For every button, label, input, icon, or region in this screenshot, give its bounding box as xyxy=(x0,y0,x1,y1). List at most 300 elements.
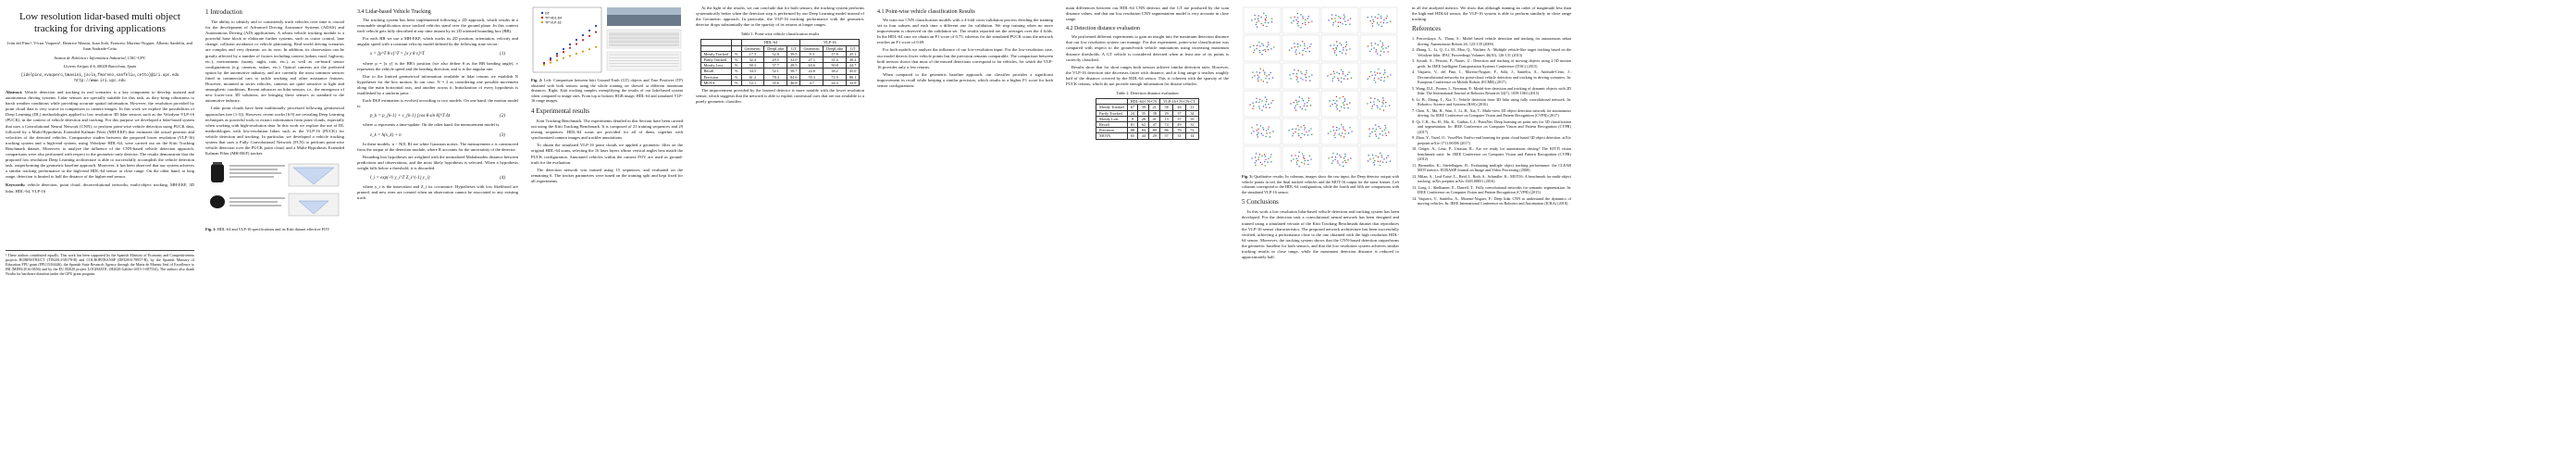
plot-point xyxy=(588,48,590,50)
point-cloud-dot xyxy=(1339,128,1340,129)
point-cloud-dot xyxy=(1264,71,1265,72)
point-cloud-dot xyxy=(1346,104,1347,105)
table-cell: 11 xyxy=(1185,105,1198,110)
column-experiments xyxy=(531,6,683,459)
qualitative-panel xyxy=(1321,7,1358,33)
point-cloud-dot xyxy=(1259,154,1260,155)
point-cloud-dot xyxy=(1300,14,1301,15)
point-cloud-dot xyxy=(1334,52,1335,53)
point-cloud-dot xyxy=(1304,129,1305,130)
table-cell: 21 xyxy=(1149,105,1160,110)
point-cloud-dot xyxy=(1349,127,1350,128)
point-cloud-dot xyxy=(1348,71,1349,72)
point-cloud-dot xyxy=(1298,101,1299,102)
point-cloud-dot xyxy=(1333,130,1334,131)
point-cloud-dot xyxy=(1370,102,1371,103)
point-cloud-dot xyxy=(1259,45,1260,46)
point-cloud-dot xyxy=(1303,155,1304,156)
point-cloud-dot xyxy=(1336,41,1337,42)
point-cloud-dot xyxy=(1265,96,1266,97)
table-cell: 9 xyxy=(1127,116,1138,121)
table-cell: 32.8 xyxy=(764,51,787,56)
table-cell: 38.2 xyxy=(824,69,847,74)
point-cloud-dot xyxy=(1310,128,1311,129)
point-cloud-dot xyxy=(1370,97,1371,98)
point-cloud-dot xyxy=(1310,158,1311,159)
point-cloud-dot xyxy=(1265,22,1266,23)
plot-point xyxy=(576,43,577,44)
point-cloud-dot xyxy=(1371,49,1372,50)
qualitative-panel xyxy=(1360,63,1397,89)
point-cloud-dot xyxy=(1348,132,1349,133)
table-cell: Mostly Tracked xyxy=(700,51,731,56)
point-cloud-dot xyxy=(1382,134,1383,135)
point-cloud-dot xyxy=(1380,41,1381,42)
point-cloud-dot xyxy=(1373,47,1374,48)
point-cloud-dot xyxy=(1377,53,1378,54)
point-cloud-dot xyxy=(1378,161,1379,162)
point-cloud-dot xyxy=(1305,127,1306,128)
point-cloud-dot xyxy=(1290,103,1291,104)
point-cloud-dot xyxy=(1374,98,1375,99)
table-cell: 33.9 xyxy=(847,80,860,85)
table-cell: 50.3 xyxy=(741,63,764,69)
table-cell: 22.6 xyxy=(800,69,824,74)
point-cloud-dot xyxy=(1306,77,1307,78)
point-cloud-dot xyxy=(1337,154,1338,155)
point-cloud-dot xyxy=(1255,165,1256,166)
table-cell: 41 xyxy=(1149,116,1160,121)
point-cloud-dot xyxy=(1300,71,1301,72)
point-cloud-dot xyxy=(1343,126,1344,127)
point-cloud-dot xyxy=(1259,50,1260,51)
point-cloud-dot xyxy=(1267,46,1268,47)
point-cloud-dot xyxy=(1300,27,1301,28)
point-cloud-dot xyxy=(1375,74,1376,75)
point-cloud-dot xyxy=(1268,104,1269,105)
plot-point xyxy=(576,39,577,41)
point-cloud-dot xyxy=(1298,166,1299,167)
point-cloud-dot xyxy=(1340,22,1341,23)
point-cloud-dot xyxy=(1343,71,1344,72)
point-cloud-dot xyxy=(1332,153,1333,154)
point-cloud-dot xyxy=(1262,134,1263,135)
experiments-paragraph-3: The detection network was trained using 15 sequences, and evaluated on the remaining 6. The tracker parameters were tuned on the training split and kept fixed for all experiments. xyxy=(531,167,683,183)
point-cloud-dot xyxy=(1377,72,1378,73)
point-cloud-dot xyxy=(1261,54,1262,55)
qualitative-panel xyxy=(1282,146,1319,172)
point-cloud-dot xyxy=(1296,104,1297,105)
keywords-text: vehicle detection, point cloud, deconvolutional networks, multi-object tracking, MH-EKF, 3D lidar, HDL-64, VLP-16 xyxy=(6,182,194,194)
qualitative-panel xyxy=(1244,146,1281,172)
section-conclusions-heading: 5 Conclusions xyxy=(1242,198,1279,206)
point-cloud-dot xyxy=(1303,100,1304,101)
point-cloud-dot xyxy=(1377,18,1378,19)
point-cloud-dot xyxy=(1340,18,1341,19)
figure-1-caption: Fig. 1: HDL-64 and VLP-16 specifications and its Kitti dataset effective FOV xyxy=(205,227,330,232)
point-cloud-dot xyxy=(1334,50,1335,51)
point-cloud-dot xyxy=(1376,49,1377,50)
table-cell: 47 xyxy=(1149,122,1160,128)
point-cloud-dot xyxy=(1345,46,1346,47)
qualitative-panel xyxy=(1244,119,1281,144)
point-cloud-dot xyxy=(1344,20,1345,21)
point-cloud-dot xyxy=(1340,135,1341,136)
table-cell: 80 xyxy=(1149,128,1160,133)
point-cloud-dot xyxy=(1272,77,1273,78)
table-cell: 81 xyxy=(1127,122,1138,128)
table-2-caption: Table 2. Detection distance evaluation xyxy=(1116,91,1179,96)
point-cloud-dot xyxy=(1347,74,1348,75)
point-cloud-dot xyxy=(1302,108,1303,109)
point-cloud-dot xyxy=(1332,160,1333,161)
point-cloud-dot xyxy=(1294,155,1295,156)
point-cloud-dot xyxy=(1374,78,1375,79)
point-cloud-dot xyxy=(1257,74,1258,75)
point-cloud-dot xyxy=(1345,24,1346,25)
point-cloud-dot xyxy=(1341,124,1342,125)
table-cell: 14 xyxy=(1185,133,1198,139)
point-cloud-dot xyxy=(1267,81,1268,82)
point-cloud-dot xyxy=(1291,160,1292,161)
point-cloud-dot xyxy=(1382,44,1383,45)
point-cloud-dot xyxy=(1293,20,1294,21)
point-cloud-dot xyxy=(1296,73,1297,74)
tracking-paragraph-1: The tracking system has been implemented following a 2D approach, which results in a reasonable simplification since tracked vehicles stand over the ground plane. In this context each vehicle gets fully described at any time instant by its 2D oriented bounding box (BB). xyxy=(357,18,518,34)
point-cloud-dot xyxy=(1251,19,1252,20)
table-cell: 63.6 xyxy=(800,63,824,69)
column-classification-results xyxy=(877,6,1053,459)
table-row xyxy=(700,80,860,85)
point-cloud-dot xyxy=(1336,48,1337,49)
point-cloud-dot xyxy=(1266,26,1267,27)
point-cloud-dot xyxy=(1307,160,1308,161)
point-cloud-dot xyxy=(1294,46,1295,47)
table-cell: 35 xyxy=(1138,110,1149,116)
point-cloud-dot xyxy=(1371,23,1372,24)
point-cloud-dot xyxy=(1344,17,1345,18)
point-cloud-dot xyxy=(1295,49,1296,50)
table-cell: 17.3 xyxy=(741,51,764,56)
table-cell: Partly Tracked xyxy=(700,57,731,63)
point-cloud-dot xyxy=(1342,132,1343,133)
point-cloud-dot xyxy=(1251,132,1252,133)
point-cloud-dot xyxy=(1378,156,1379,157)
point-cloud-dot xyxy=(1345,162,1346,163)
qualitative-panel xyxy=(1360,35,1397,61)
point-cloud-dot xyxy=(1266,75,1267,76)
point-cloud-dot xyxy=(1342,52,1343,53)
point-cloud-dot xyxy=(1292,129,1293,130)
address: Llorens Artigas 4-6, 08028 Barcelona, Spain xyxy=(63,64,137,69)
table-cell: % xyxy=(732,80,742,85)
point-cloud-dot xyxy=(1262,127,1263,128)
table-cell: 29 xyxy=(1160,110,1173,116)
table-cell: 58.7 xyxy=(787,69,800,74)
point-cloud-dot xyxy=(1368,76,1369,77)
point-cloud-dot xyxy=(1331,104,1332,105)
point-cloud-dot xyxy=(1261,133,1262,134)
point-cloud-dot xyxy=(1373,162,1374,163)
table-cell: 28.5 xyxy=(787,63,800,69)
point-cloud-dot xyxy=(1349,24,1350,25)
point-cloud-dot xyxy=(1380,108,1381,109)
point-cloud-dot xyxy=(1269,107,1270,108)
point-cloud-dot xyxy=(1288,130,1289,131)
point-cloud-dot xyxy=(1343,166,1344,167)
point-cloud-dot xyxy=(1253,45,1254,46)
table-cell: % xyxy=(732,51,742,56)
point-cloud-dot xyxy=(1258,77,1259,78)
point-cloud-dot xyxy=(1383,158,1384,159)
point-cloud-dot xyxy=(1252,71,1253,72)
point-cloud-dot xyxy=(1306,70,1307,71)
table-cell: 46.8 xyxy=(787,80,800,85)
table-cell: 55.3 xyxy=(800,74,824,80)
point-cloud-dot xyxy=(1296,164,1297,165)
point-cloud-dot xyxy=(1264,154,1265,155)
distance-paragraph-1: We performed different experiments to gain an insight into the maximum detection distance that our low resolution system can manage. For this experiment, point-wise classification was compared with respect to the ground-truth vehicle annotations using increasing maximum distance thresholds. A GT vehicle is considered detected when at least one of its points is correctly classified. xyxy=(1066,34,1229,62)
point-cloud-dot xyxy=(1339,164,1340,165)
qualitative-panel xyxy=(1282,91,1319,117)
point-cloud-dot xyxy=(1293,158,1294,159)
results-paragraph-1: At the light of the results, we can conclude that for both sensors, the tracking system performs systematically better when the detection step is performed by our Deep Learning model instead of the Geometric approach. In particular, the VLP-16 tracking performance with the geometric detector drops substantially due to the sparsity of its returns at longer ranges. xyxy=(696,6,864,28)
experiments-paragraph-1: Kitti Tracking Benchmark. The experiments detailed in this Section have been carried out using the Kitti Tracking Benchmark. It is composed of 21 training sequences and 29 testing sequences. HDL-64 scans are provided for all of them, together with synchronized camera images and tracklet annotations. xyxy=(531,118,683,141)
point-cloud-dot xyxy=(1384,77,1385,78)
point-cloud-dot xyxy=(1378,24,1379,25)
qualitative-panel xyxy=(1244,35,1281,61)
table-cell: MOTA xyxy=(1096,133,1127,139)
point-cloud-dot xyxy=(1337,45,1338,46)
point-cloud-dot xyxy=(1384,125,1385,126)
point-cloud-dot xyxy=(1305,22,1306,23)
plot-legend-tp-hdl: TP HDL-64 xyxy=(545,16,562,20)
table-cell: 26 xyxy=(1138,116,1149,121)
point-cloud-dot xyxy=(1305,160,1306,161)
plot-point xyxy=(582,51,584,53)
table-cell: 44 xyxy=(1138,133,1149,139)
table-cell: 52.1 xyxy=(764,69,787,74)
point-cloud-dot xyxy=(1256,24,1257,25)
point-cloud-dot xyxy=(1264,161,1265,162)
point-cloud-dot xyxy=(1340,156,1341,157)
plot-point xyxy=(582,34,584,36)
point-cloud-dot xyxy=(1251,157,1252,158)
point-cloud-dot xyxy=(1381,46,1382,47)
column-references xyxy=(1412,6,1571,459)
point-cloud-dot xyxy=(1265,51,1266,52)
point-cloud-dot xyxy=(1343,47,1344,48)
point-cloud-dot xyxy=(1336,106,1337,107)
point-cloud-dot xyxy=(1372,25,1373,26)
plot-point xyxy=(569,47,571,49)
point-cloud-dot xyxy=(1350,157,1351,158)
table-cell: Precision xyxy=(700,74,731,80)
point-cloud-dot xyxy=(1295,76,1296,77)
point-cloud-dot xyxy=(1385,18,1386,19)
point-cloud-dot xyxy=(1264,49,1265,50)
point-cloud-dot xyxy=(1390,20,1391,21)
table-cell: 32.4 xyxy=(741,57,764,63)
point-cloud-dot xyxy=(1270,161,1271,162)
point-cloud-dot xyxy=(1328,19,1329,20)
point-cloud-dot xyxy=(1385,132,1386,133)
reference-item: 4. Vaquero, V., del Pino, I., Moreno-Noguer, F., Solà, J., Sanfeliu, A., Andrade-Cetto, J.: Deconvolutional networks for point-cloud vehicle detection and tracking in driving scenarios. In: European Conference on Mobile Robots (ECMR) (2017) xyxy=(1412,69,1571,85)
table-cell: 88 xyxy=(1127,128,1138,133)
point-cloud-dot xyxy=(1249,46,1250,47)
point-cloud-dot xyxy=(1377,106,1378,107)
point-cloud-dot xyxy=(1263,13,1264,14)
point-cloud-dot xyxy=(1374,71,1375,72)
point-cloud-dot xyxy=(1256,98,1257,99)
point-cloud-dot xyxy=(1343,161,1344,162)
point-cloud-dot xyxy=(1265,78,1266,79)
point-cloud-dot xyxy=(1306,131,1307,132)
table-cell: % xyxy=(732,57,742,63)
point-cloud-dot xyxy=(1300,137,1301,138)
tracking-paragraph-3: where p = [x y] is the BB's position (we also define θ as the BB heading angle), v represents the vehicle speed and the heading direction, and w is the angular rate. xyxy=(357,60,518,71)
point-cloud-dot xyxy=(1332,48,1333,49)
point-cloud-dot xyxy=(1367,79,1368,80)
point-cloud-dot xyxy=(1388,131,1389,132)
plot-point xyxy=(595,31,597,33)
point-cloud-dot xyxy=(1308,100,1309,101)
point-cloud-dot xyxy=(1298,133,1299,134)
point-cloud-dot xyxy=(1382,102,1383,103)
point-cloud-dot xyxy=(1302,54,1303,55)
point-cloud-dot xyxy=(1375,81,1376,82)
plot-point xyxy=(563,48,564,50)
point-cloud-dot xyxy=(1263,69,1264,70)
point-cloud-dot xyxy=(1304,158,1305,159)
table-cell: 74 xyxy=(1160,122,1173,128)
point-cloud-dot xyxy=(1337,162,1338,163)
reference-item: 12. Milan, A., Leal-Taixé, L., Reid, I., Roth, S., Schindler, K.: MOT16: A benchmark for multi-object tracking. arXiv preprint arXiv:1603.00831 (2016) xyxy=(1412,173,1571,184)
point-cloud-dot xyxy=(1309,46,1310,47)
point-cloud-dot xyxy=(1380,153,1381,154)
table-cell: % xyxy=(732,69,742,74)
point-cloud-dot xyxy=(1265,159,1266,160)
point-cloud-dot xyxy=(1349,102,1350,103)
point-cloud-dot xyxy=(1331,156,1332,157)
table-cell: 29.5 xyxy=(764,57,787,63)
point-cloud-dot xyxy=(1257,132,1258,133)
qualitative-panel xyxy=(1360,146,1397,172)
table-2: HDL-64-CN-CN VLP-16-CN-CN-CT Mostly Tracked 67 39 21 58 26 11 Partly Tracked 24 35 38 29 37 34 Mostly Lost 9 26 41 13 37 55 Recall 81 62 47 74 49 31 Precision 88 84 80 86 79 72 MOTA 65 44 29 57 31 14 xyxy=(1096,98,1199,139)
point-cloud-dot xyxy=(1387,76,1388,77)
point-cloud-dot xyxy=(1374,104,1375,105)
point-cloud-dot xyxy=(1373,80,1374,81)
funding-footnote: ¹ These authors contributed equally. This work has been supported by the Spanish Ministry of Economy and Competitiveness projects ROBINSTRUCT (TIN2014-58178-R) and COLROBTRANSP (DPI2016-78957-R), by the Spanish Ministry of Education FPU grant (FPU15/04446), the Spanish State Research Agency through the María de Maeztu Seal of Excellence to IRI (MDM-2016-0656) and by the EU H2020 project LOGIMATIC (H2020-Galileo-2015-1-687534). The authors also thank Nvidia for hardware donation under the GPU grant program. xyxy=(6,250,194,277)
intro-paragraph-2: Lidar point clouds have been traditionally processed following geometrical approaches (see [1-5]). However, recent works [6-9] are revealing Deep Learning techniques as powerful tools to extract information from point clouds, especially when working with high-resolution data. In this work we explore the use of DL methodologies with low-resolution lidars such as the VLP-16 (PUCK) for vehicle detection and tracking. In particular, we developed a vehicle tracking system that uses a Fully Convolutional Network (FCN) to perform point-wise vehicle detection over the PUCK point cloud, and a Multi-Hypothesis Extended Kalman Filter (MH-EKF) tracker. xyxy=(205,106,344,156)
point-cloud-dot xyxy=(1269,136,1270,137)
point-cloud-dot xyxy=(1305,74,1306,75)
point-cloud-dot xyxy=(1377,99,1378,100)
point-cloud-dot xyxy=(1266,130,1267,131)
table-cell: 72 xyxy=(1185,128,1198,133)
point-cloud-dot xyxy=(1381,156,1382,157)
point-cloud-dot xyxy=(1265,165,1266,166)
point-cloud-dot xyxy=(1337,160,1338,161)
section-classification-heading: 4.1 Point-wise vehicle classification Results xyxy=(877,9,975,15)
figure-2 xyxy=(531,6,683,76)
point-cloud-dot xyxy=(1297,77,1298,78)
table-cell: 57 xyxy=(1160,133,1173,139)
point-cloud-dot xyxy=(1370,71,1371,72)
point-cloud-dot xyxy=(1249,104,1250,105)
point-cloud-dot xyxy=(1291,155,1292,156)
point-cloud-dot xyxy=(1302,18,1303,19)
sensor-spec-diagram xyxy=(205,160,344,225)
point-cloud-dot xyxy=(1289,74,1290,75)
plot-point xyxy=(543,64,545,66)
figure-1-sensors xyxy=(205,160,344,225)
point-cloud-dot xyxy=(1372,19,1373,20)
qualitative-panel xyxy=(1321,146,1358,172)
point-cloud-dot xyxy=(1307,18,1308,19)
point-cloud-dot xyxy=(1304,134,1305,135)
plot-point xyxy=(576,53,577,55)
point-cloud-dot xyxy=(1344,160,1345,161)
point-cloud-dot xyxy=(1267,161,1268,162)
point-cloud-dot xyxy=(1299,53,1300,54)
point-cloud-dot xyxy=(1386,22,1387,23)
point-cloud-dot xyxy=(1256,153,1257,154)
point-cloud-dot xyxy=(1331,14,1332,15)
qualitative-panel xyxy=(1282,35,1319,61)
point-cloud-dot xyxy=(1269,156,1270,157)
point-cloud-dot xyxy=(1307,164,1308,165)
point-cloud-dot xyxy=(1307,134,1308,135)
point-cloud-dot xyxy=(1341,81,1342,82)
point-cloud-dot xyxy=(1384,72,1385,73)
point-cloud-dot xyxy=(1251,127,1252,128)
point-cloud-dot xyxy=(1382,103,1383,104)
point-cloud-dot xyxy=(1339,133,1340,134)
point-cloud-dot xyxy=(1298,152,1299,153)
point-cloud-dot xyxy=(1381,155,1382,156)
plot-point xyxy=(569,55,571,56)
point-cloud-dot xyxy=(1306,80,1307,81)
point-cloud-dot xyxy=(1304,103,1305,104)
point-cloud-dot xyxy=(1346,49,1347,50)
qualitative-panel xyxy=(1360,119,1397,144)
point-cloud-dot xyxy=(1268,49,1269,50)
point-cloud-dot xyxy=(1334,132,1335,133)
distance-paragraph-2: Results show that for short ranges both sensors achieve similar detection rates. However, the VLP-16 detection rate decreases faster with distance, and at long range it reaches roughly half of the distance covered by the HDL-64 sensor. This is coherent with the sparsity of the PUCK returns, which do not provide enough information for distant vehicles. xyxy=(1066,64,1229,87)
plot-point xyxy=(550,62,551,64)
point-cloud-dot xyxy=(1261,164,1262,165)
point-cloud-dot xyxy=(1339,51,1340,52)
table-cell: Mostly Tracked xyxy=(1096,105,1127,110)
point-cloud-dot xyxy=(1303,125,1304,126)
qualitative-panel xyxy=(1321,35,1358,61)
plot-point xyxy=(569,44,571,45)
point-cloud-dot xyxy=(1344,101,1345,102)
point-cloud-dot xyxy=(1257,20,1258,21)
point-cloud-dot xyxy=(1374,160,1375,161)
intro-paragraph-1: The ability to identify and to consistently track vehicles over time is crucial for the development of Advanced Driving Assistance Systems (ADAS) and Autonomous Driving (AD) applications. A robust vehicle tracking module is a powerful base block to elaborate further systems, such as cruise control, lane change, collision avoidance or vehicle platooning. Real-world driving scenarios are complex and very dynamic on its own. In addition, its observation can be greatly affected by a number of factors including context (urban, rural, highway, etc.), environment (sunny, night, rain, etc.), as well as on-board sensor configurations (e.g. cameras, radars, etc.). Optical cameras are the preferred option by the automotive industry, and are currently the most common sensors fitted in commercial cars to tackle tracking and other assistance features. However, mounted in series vehicles, cameras are quite sensitive to light and atmospheric conditions. Recent advances on lidar sensors, i.e., the emergence of new lower-cost 3D solutions, are bringing these sensors as standard to the automotive industry. xyxy=(205,19,344,104)
point-cloud-dot xyxy=(1381,43,1382,44)
institute-website: http://www.iri.upc.edu xyxy=(74,79,126,83)
point-cloud-dot xyxy=(1259,72,1260,73)
point-cloud-dot xyxy=(1333,100,1334,101)
reference-item: 13. Long, J., Shelhamer, E., Darrell, T.: Fully convolutional networks for semantic segmentation. In: IEEE Conference on Computer Vision and Pattern Recognition (CVPR) (2015) xyxy=(1412,184,1571,195)
point-cloud-dot xyxy=(1368,129,1369,130)
point-cloud-dot xyxy=(1383,100,1384,101)
plot-point xyxy=(563,57,564,59)
point-cloud-dot xyxy=(1334,18,1335,19)
